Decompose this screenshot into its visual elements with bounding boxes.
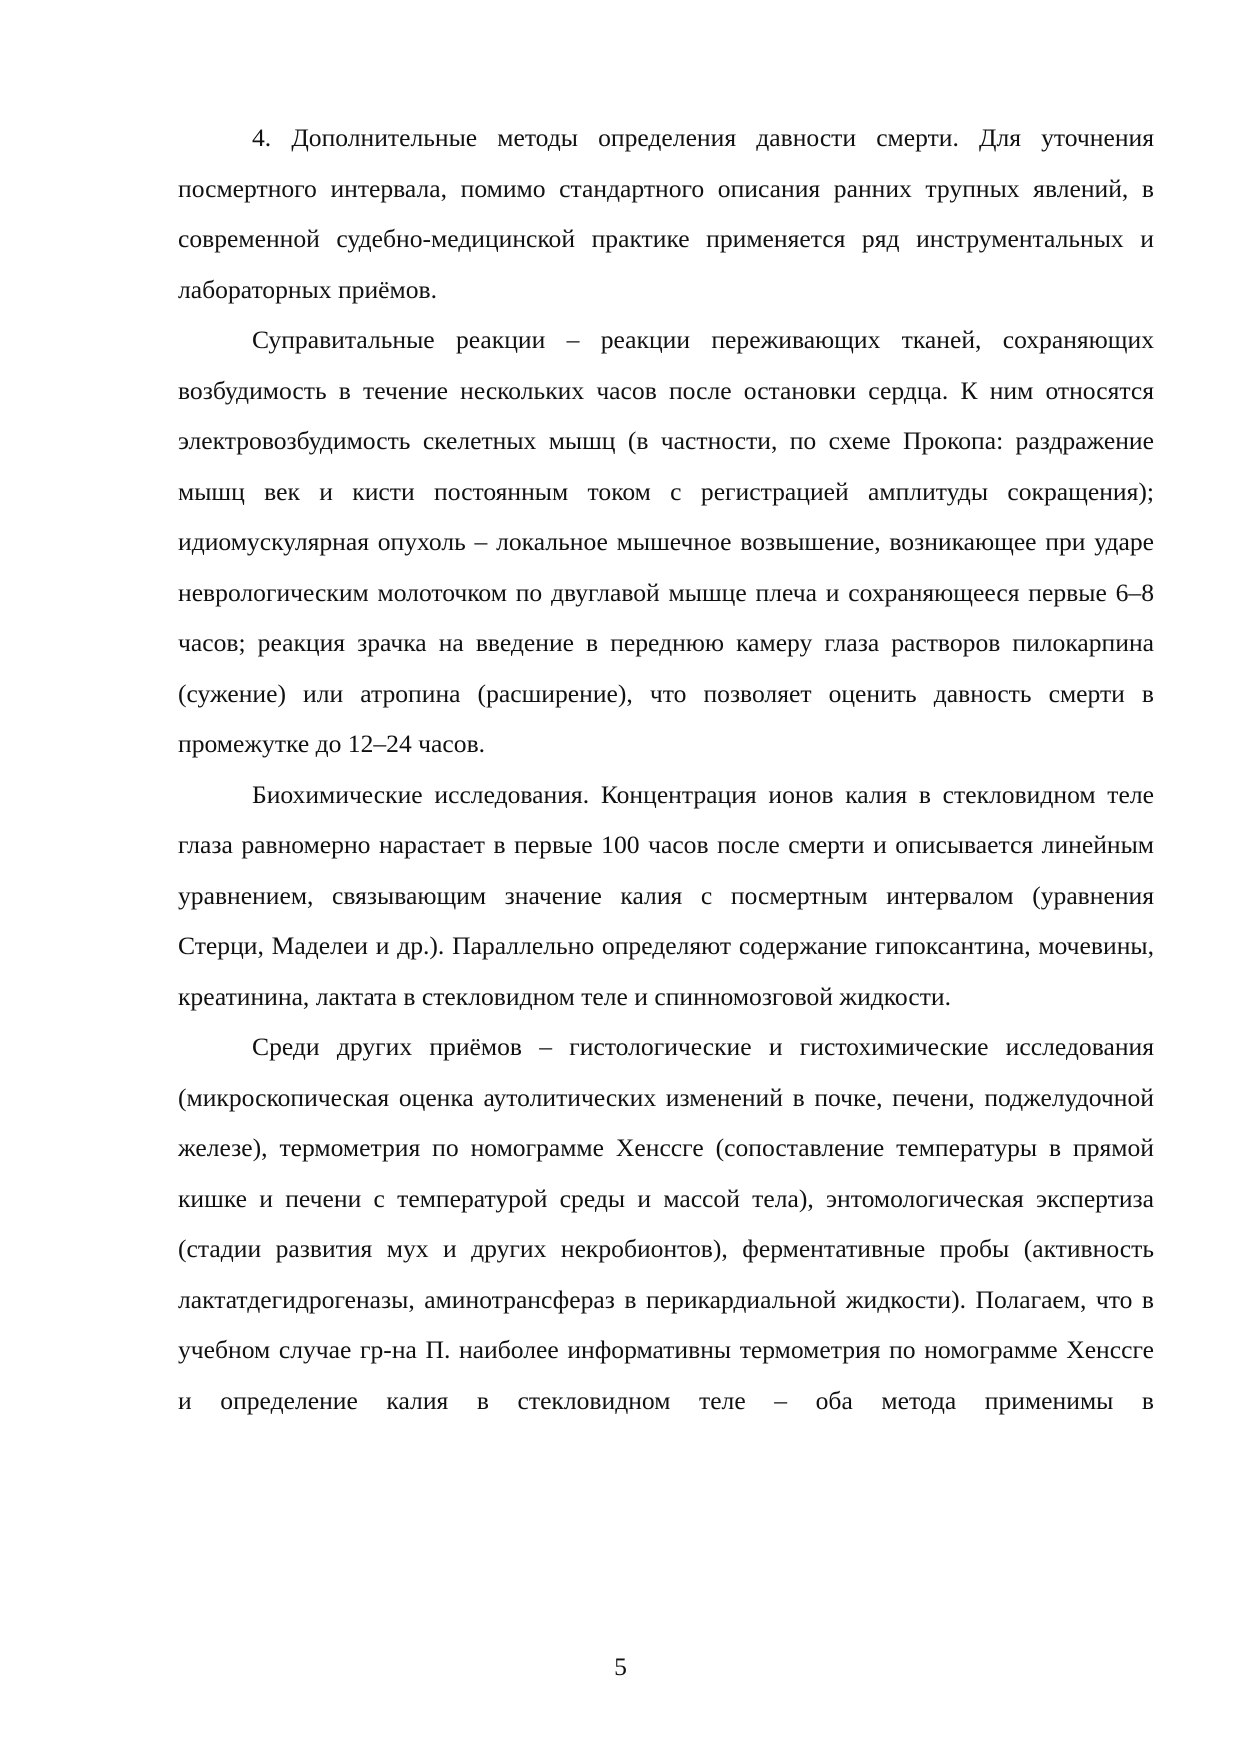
body-text	[178, 113, 1154, 1426]
paragraph-biochemical-studies: Биохимические исследования. Концентрация ионов калия в стекловидном теле глаза равномерно нарастает в первые 100 часов после смерти и описывается линейным уравнением, связывающим значение калия с посмертным интервалом (уравнения Стерци, Маделеи и др.). Параллельно определяют содержание гипоксантина, мочевины, креатинина, лактата в стекловидном теле и спинномозговой жидкости.	[178, 779, 1154, 1011]
paragraph-additional-methods: 4. Дополнительные методы определения давности смерти. Для уточнения посмертного интервала, помимо стандартного описания ранних трупных явлений, в современной судебно-медицинской практике применяется ряд инструментальных и лабораторных приёмов.	[178, 123, 1154, 304]
page-number: 5	[614, 1652, 627, 1681]
paragraph-supravital-reactions: Суправитальные реакции – реакции переживающих тканей, сохраняющих возбудимость в течение нескольких часов после остановки сердца. К ним относятся электровозбудимость скелетных мышц (в частности, по схеме Прокопа: раздражение мышц век и кисти постоянным током с регистрацией амплитуды сокращения); идиомускулярная опухоль – локальное мышечное возвышение, возникающее при ударе неврологическим молоточком по двуглавой мышце плеча и сохраняющееся первые 6–8 часов; реакция зрачка на введение в переднюю камеру глаза растворов пилокарпина (сужение) или атропина (расширение), что позволяет оценить давность смерти в промежутке до 12–24 часов.	[178, 325, 1154, 758]
paragraph-other-methods: Среди других приёмов – гистологические и гистохимические исследования (микроскопическая оценка аутолитических изменений в почке, печени, поджелудочной железе), термометрия по номограмме Хенссге (сопоставление температуры в прямой кишке и печени с температурой среды и массой тела), энтомологическая экспертиза (стадии развития мух и других некробионтов), ферментативные пробы (активность лактатдегидрогеназы, аминотрансфераз в перикардиальной жидкости). Полагаем, что в учебном случае гр-на П. наиболее информативны термометрия по номограмме Хенссге и определение калия в стекловидном теле – оба метода применимы в	[178, 1032, 1154, 1415]
